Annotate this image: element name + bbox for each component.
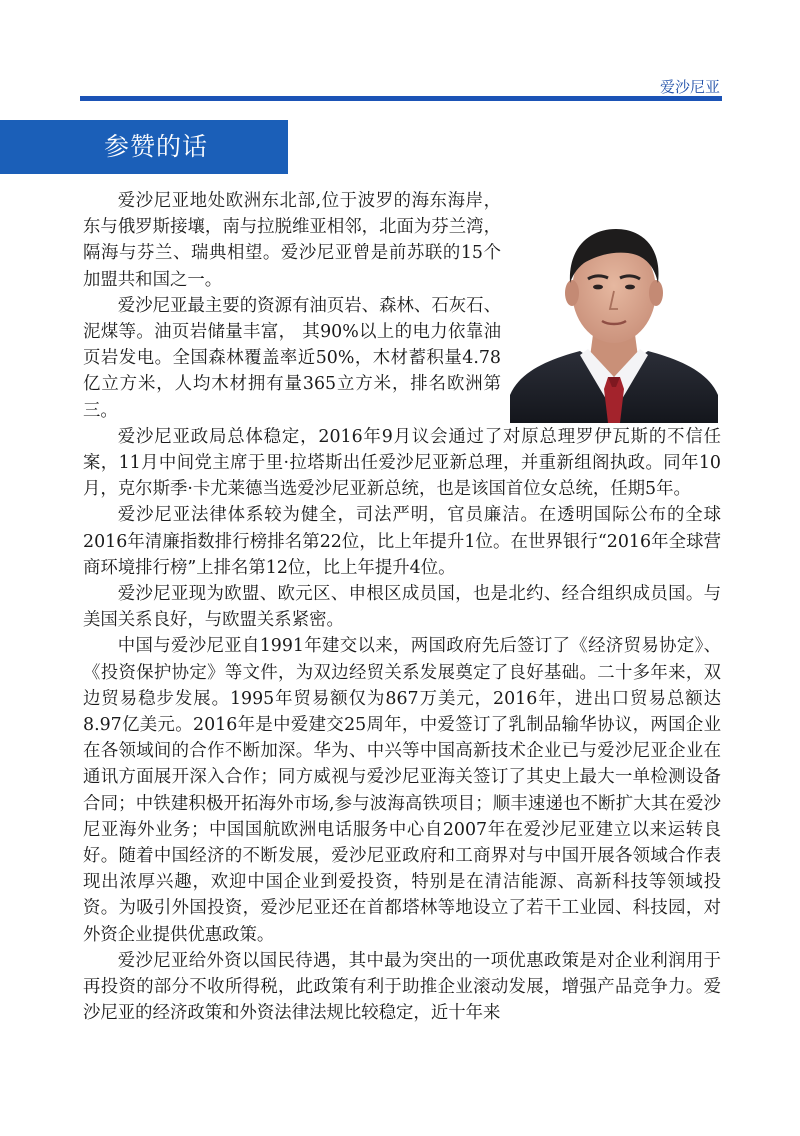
paragraph-location: 爱沙尼亚地处欧洲东北部,位于波罗的海东海岸，东与俄罗斯接壤，南与拉脱维亚相邻，北面为芬兰湾，隔海与芬兰、瑞典相望。爱沙尼亚曾是前苏联的15个加盟共和国之一。	[83, 191, 501, 290]
section-banner	[0, 120, 288, 174]
paragraph-membership: 爱沙尼亚现为欧盟、欧元区、申根区成员国，也是北约、经合组织成员国。与美国关系良好，与欧盟关系紧密。	[83, 584, 721, 631]
country-header: 爱沙尼亚	[659, 78, 720, 96]
section-title: 参赞的话	[104, 132, 209, 161]
paragraph-legal: 爱沙尼亚法律体系较为健全，司法严明，官员廉洁。在透明国际公布的全球2016年清廉指数排行榜排名第22位，比上年提升1位。在世界银行“2016年全球营商环境排行榜”上排名第12位，比上年提升4位。	[83, 505, 721, 578]
paragraph-politics: 爱沙尼亚政局总体稳定，2016年9月议会通过了对原总理罗伊瓦斯的不信任案，11月中间党主席于里·拉塔斯出任爱沙尼亚新总理，并重新组阁执政。同年10月，克尔斯季·卡尤莱德当选爱沙尼亚新总统，也是该国首位女总统，任期5年。	[83, 426, 721, 500]
paragraph-resources: 爱沙尼亚最主要的资源有油页岩、森林、石灰石、泥煤等。油页岩储量丰富， 其90%以上的电力依靠油页岩发电。全国森林覆盖率近50%，木材蓄积量4.78亿立方米，人均木材拥有量365立方米，排名欧洲第三。	[83, 295, 501, 421]
header-rule	[80, 96, 722, 101]
paragraph-foreign-investment: 爱沙尼亚给外资以国民待遇，其中最为突出的一项优惠政策是对企业利润用于再投资的部分不收所得税，此政策有利于助推企业滚动发展，增强产品竞争力。爱沙尼亚的经济政策和外资法律法规比较稳定，近十年来	[83, 950, 721, 1024]
paragraph-china-relations: 中国与爱沙尼亚自1991年建交以来，两国政府先后签订了《经济贸易协定》、《投资保护协定》等文件，为双边经贸关系发展奠定了良好基础。二十多年来，双边贸易稳步发展。1995年贸易额仅为867万美元，2016年，进出口贸易总额达8.97亿美元。2016年是中爱建交25周年，中爱签订了乳制品输华协议，两国企业在各领域间的合作不断加深。华为、中兴等中国高新技术企业已与爱沙尼亚企业在通讯方面展开深入合作；同方威视与爱沙尼亚海关签订了其史上最大一单检测设备合同；中铁建积极开拓海外市场,参与波海高铁项目；顺丰速递也不断扩大其在爱沙尼亚海外业务；中国国航欧洲电话服务中心自2007年在爱沙尼亚建立以来运转良好。随着中国经济的不断发展，爱沙尼亚政府和工商界对与中国开展各领域合作表现出浓厚兴趣，欢迎中国企业到爱投资，特别是在清洁能源、高新科技等领域投资。为吸引外国投资，爱沙尼亚还在首都塔林等地设立了若干工业园、科技园，对外资企业提供优惠政策。	[83, 636, 721, 945]
body-text	[83, 188, 721, 1027]
